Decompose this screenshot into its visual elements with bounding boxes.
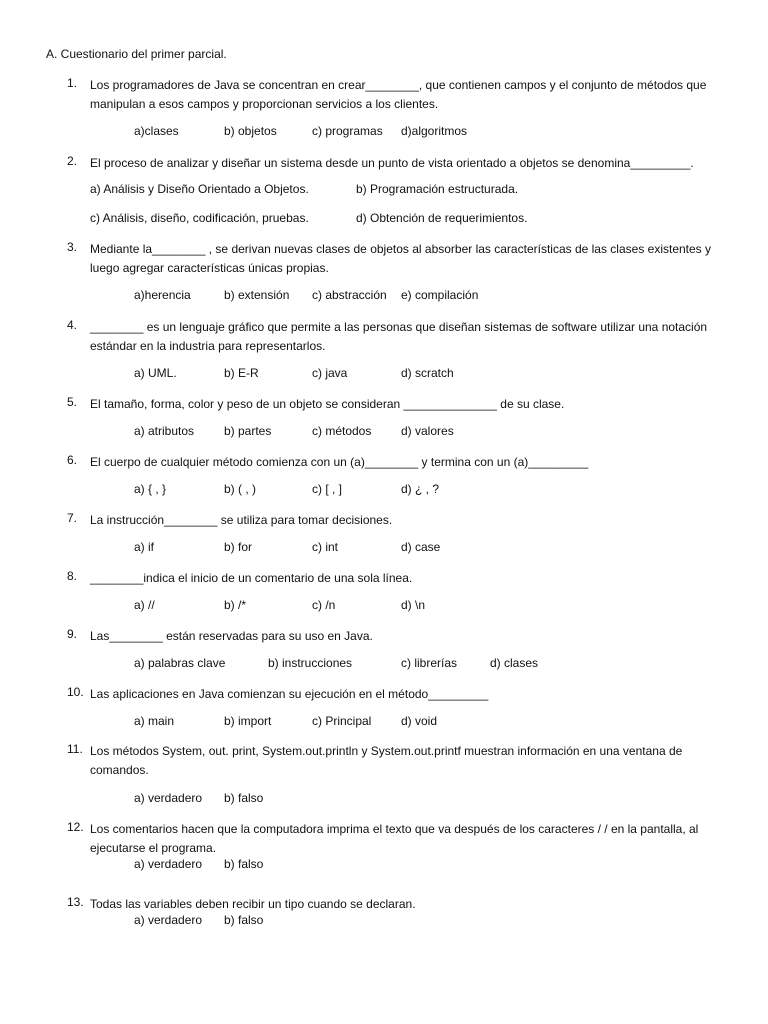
answer-option: a)herencia [134,288,191,302]
answer-option: c) Análisis, diseño, codificación, pruebas. [90,211,309,225]
answer-option: d) ¿ , ? [401,482,440,496]
question-number: 10. [67,685,84,699]
answer-option: c) Principal [312,714,372,728]
answer-option: c) programas [312,124,383,138]
answer-option: d) void [401,714,438,728]
question-number: 7. [67,511,78,525]
answer-option: a) // [134,598,155,612]
question-text: ________ es un lenguaje gráfico que permite a las personas que diseñan sistemas de software utilizar una notación estándar en la industria para representarlos. [90,320,708,353]
answer-option: b) falso [224,913,264,927]
answer-option: e) compilación [401,288,479,302]
answer-option: a) verdadero [134,913,203,927]
question-text: El cuerpo de cualquier método comienza con un (a)________ y termina con un (a)_________ [90,455,589,469]
answer-option: b) /* [224,598,247,612]
answer-option: a) atributos [134,424,195,438]
answer-option: d)algoritmos [401,124,468,138]
answer-option: c) métodos [312,424,372,438]
question-text: Los programadores de Java se concentran en crear________, que contienen campos y el conjunto de métodos que manipulan a esos campos y proporcionan servicios a los clientes. [90,78,707,111]
question-number: 4. [67,318,78,332]
question-number: 5. [67,395,78,409]
answer-option: d) Obtención de requerimientos. [356,211,528,225]
question-text: ________indica el inicio de un comentario de una sola línea. [90,571,413,585]
answer-option: a) palabras clave [134,656,226,670]
answer-option: b) for [224,540,253,554]
answer-option: d) case [401,540,441,554]
question-number: 3. [67,240,78,254]
question-text: Las________ están reservadas para su uso en Java. [90,629,373,643]
answer-option: b) falso [224,857,264,871]
question-text: El tamaño, forma, color y peso de un objeto se consideran ______________ de su clase. [90,397,565,411]
question-text: La instrucción________ se utiliza para tomar decisiones. [90,513,393,527]
answer-option: a) { , } [134,482,167,496]
answer-option: a) if [134,540,155,554]
answer-option: a)clases [134,124,179,138]
question-number: 8. [67,569,78,583]
answer-option: b) E-R [224,366,259,380]
answer-option: c) librerías [401,656,458,670]
answer-option: b) instrucciones [268,656,353,670]
question-text: El proceso de analizar y diseñar un sistema desde un punto de vista orientado a objetos se denomina_________. [90,156,694,170]
answer-option: b) import [224,714,272,728]
answer-option: b) partes [224,424,272,438]
answer-option: c) /n [312,598,336,612]
answer-option: c) [ , ] [312,482,342,496]
question-text: Los comentarios hacen que la computadora imprima el texto que va después de los caracteres / / en la pantalla, al ejecutarse el programa. [90,822,699,855]
question-number: 11. [67,742,83,756]
question-number: 13. [67,895,84,909]
answer-option: c) int [312,540,339,554]
question-number: 1. [67,76,78,90]
answer-option: b) extensión [224,288,290,302]
answer-option: a) verdadero [134,857,203,871]
question-number: 6. [67,453,78,467]
answer-option: a) verdadero [134,791,203,805]
answer-option: d) \n [401,598,426,612]
question-text: Mediante la________ , se derivan nuevas clases de objetos al absorber las características de las clases existentes y luego agregar características únicas propias. [90,242,712,275]
answer-option: d) scratch [401,366,454,380]
answer-option: a) UML. [134,366,177,380]
question-number: 9. [67,627,78,641]
answer-option: c) abstracción [312,288,387,302]
answer-option: b) objetos [224,124,277,138]
question-text: Los métodos System, out. print, System.out.println y System.out.printf muestran información en una ventana de comandos. [90,744,683,777]
answer-option: b) falso [224,791,264,805]
question-text: Las aplicaciones en Java comienzan su ejecución en el método_________ [90,687,489,701]
answer-option: a) Análisis y Diseño Orientado a Objetos. [90,182,309,196]
question-number: 2. [67,154,78,168]
answer-option: d) valores [401,424,454,438]
answer-option: a) main [134,714,175,728]
question-text: Todas las variables deben recibir un tipo cuando se declaran. [90,897,416,911]
question-number: 12. [67,820,84,834]
page-title: A. Cuestionario del primer parcial. [46,47,227,61]
answer-option: c) java [312,366,348,380]
answer-option: b) ( , ) [224,482,256,496]
answer-option: d) clases [490,656,539,670]
answer-option: b) Programación estructurada. [356,182,519,196]
